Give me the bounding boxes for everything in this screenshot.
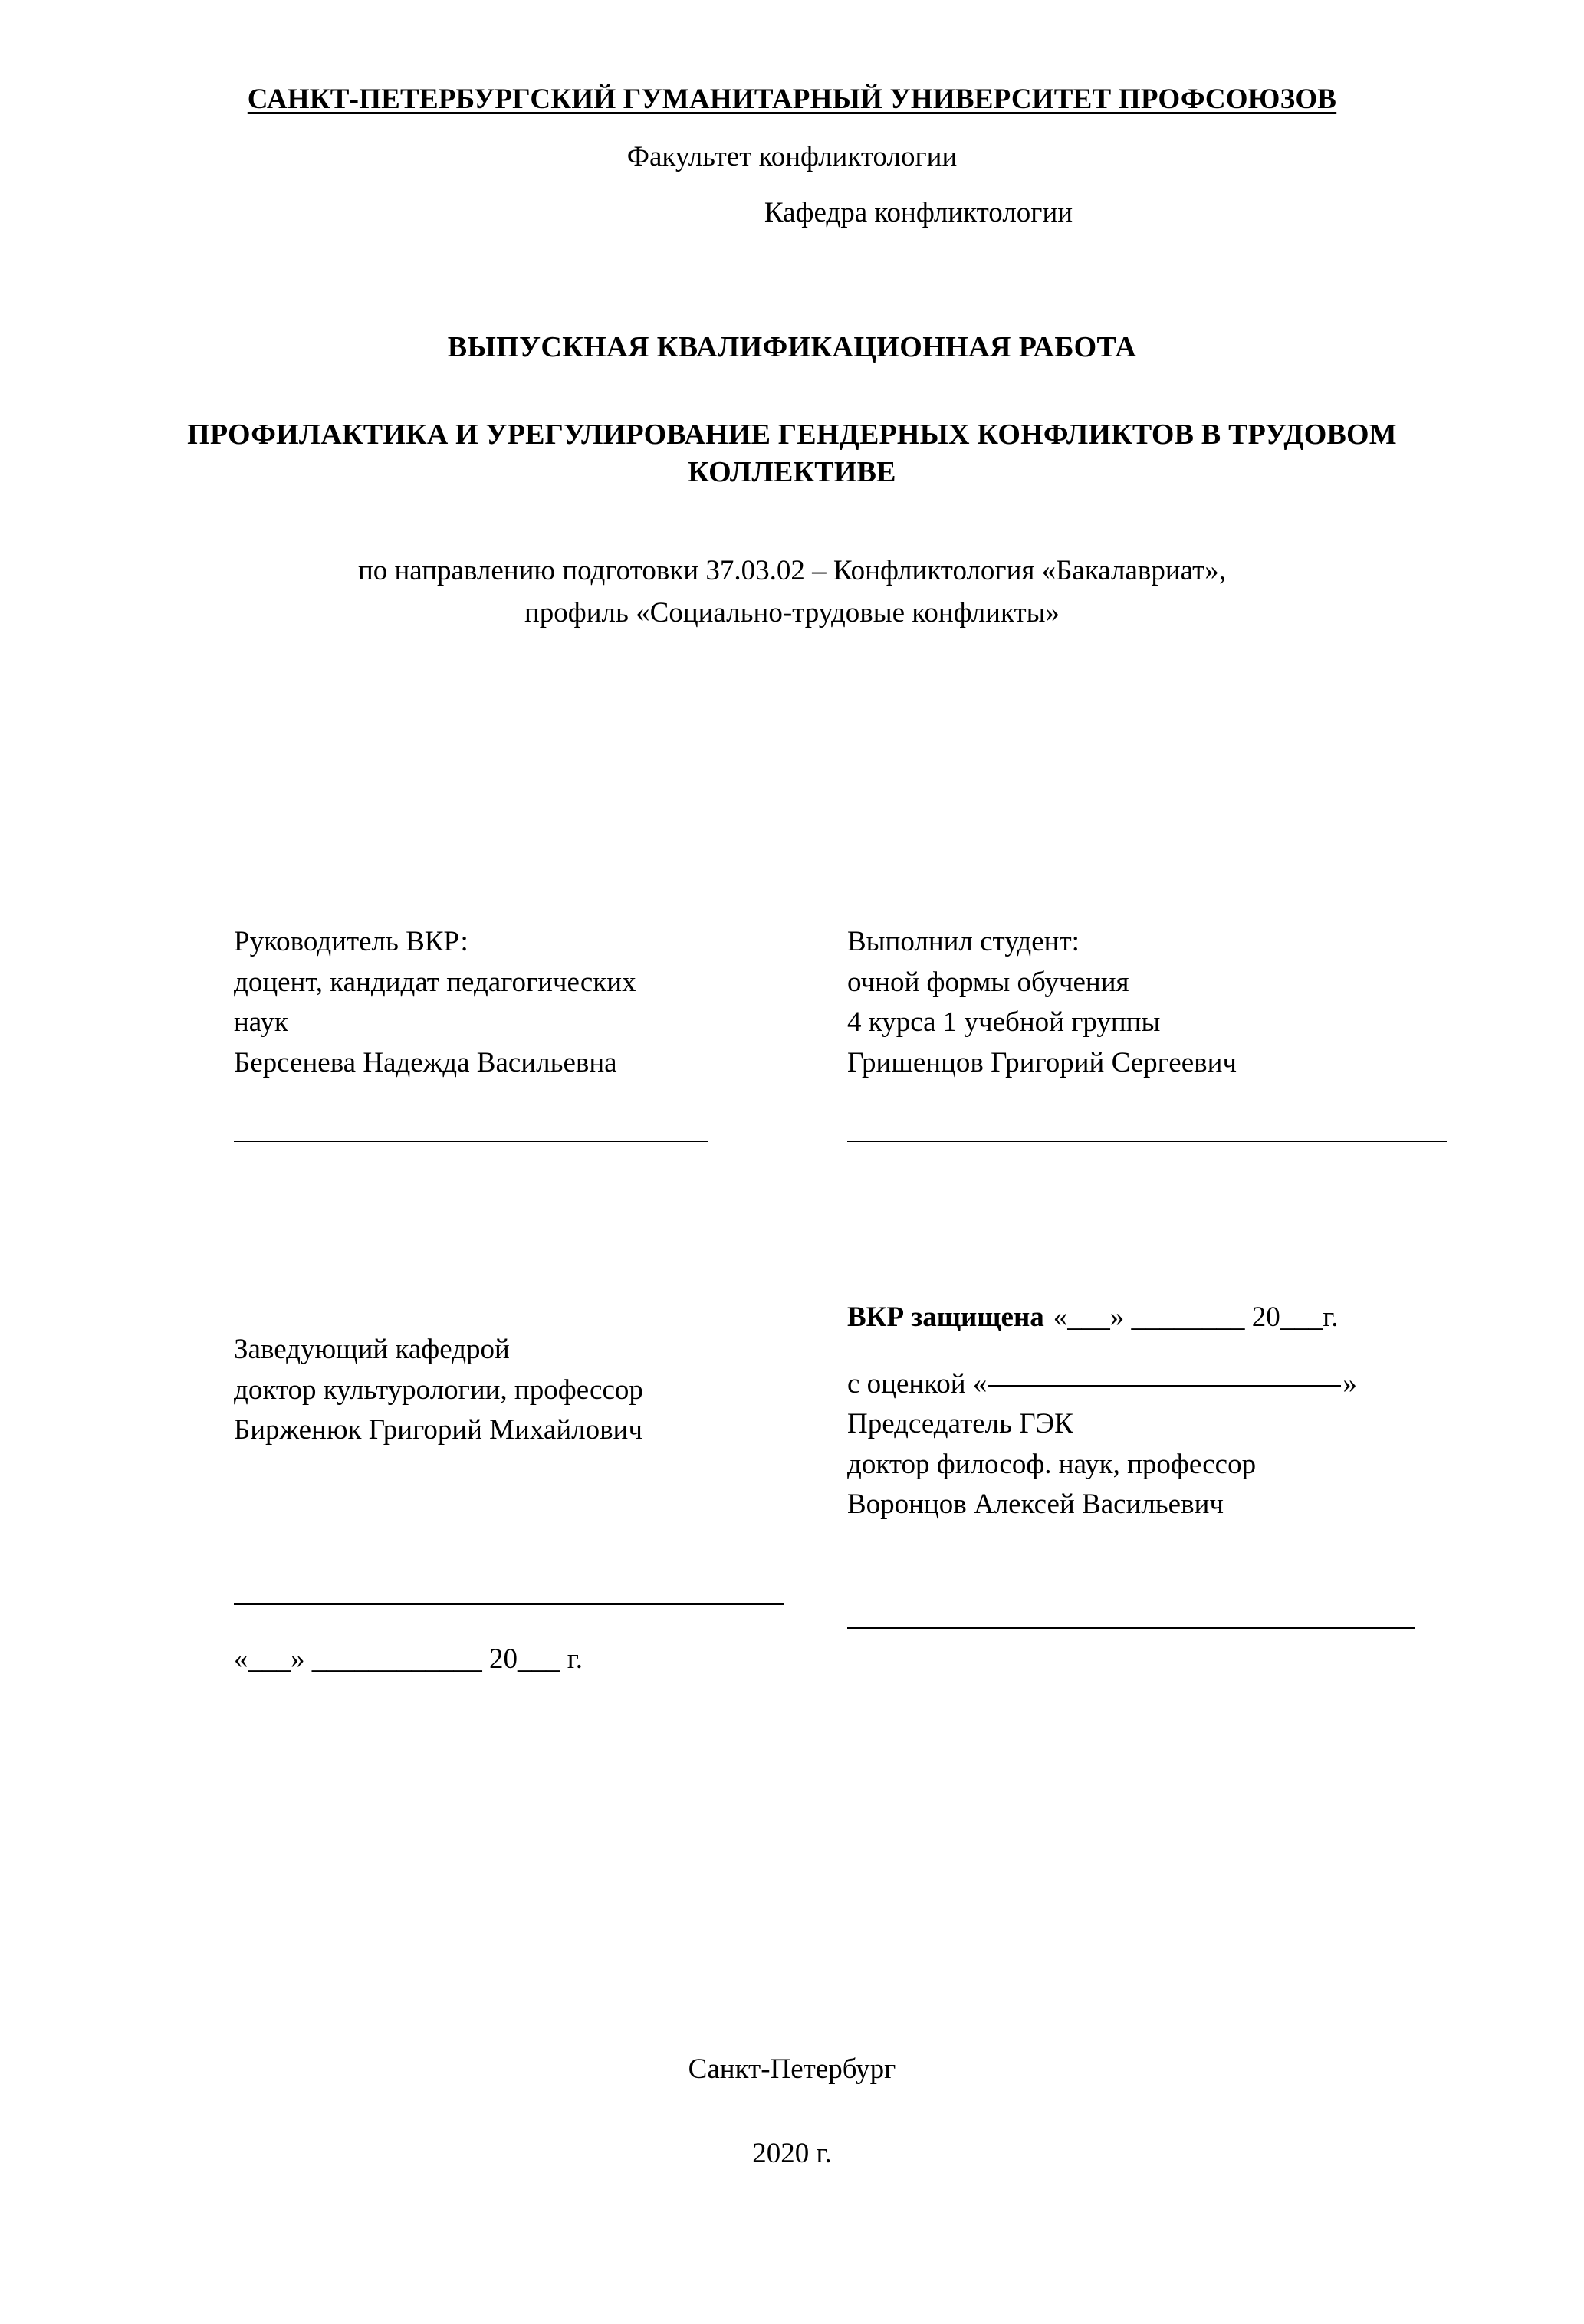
- head-of-department-label: Заведующий кафедрой: [234, 1334, 510, 1365]
- spacer: [234, 1083, 847, 1132]
- student-label: Выполнил студент:: [847, 926, 1080, 957]
- spacer: [234, 1298, 847, 1330]
- chair-position: доктор философ. наук, профессор: [847, 1448, 1257, 1480]
- chair-label: Председатель ГЭК: [847, 1408, 1073, 1440]
- head-of-department-signature-line: [234, 1595, 847, 1609]
- faculty-name: Факультет конфликтологии: [626, 141, 958, 172]
- university-name: САНКТ-ПЕТЕРБУРГСКИЙ ГУМАНИТАРНЫЙ УНИВЕРСИТЕТ ПРОФСОЮЗОВ: [247, 84, 1337, 115]
- defense-label: ВКР защищена: [847, 1302, 1044, 1333]
- head-of-department-name: Бирженюк Григорий Михайлович: [234, 1414, 642, 1446]
- grade-label: с оценкой «: [847, 1367, 988, 1400]
- year: 2020 г.: [752, 2138, 832, 2169]
- spacer: [847, 1083, 1584, 1132]
- student-name: Гришенцов Григорий Сергеевич: [847, 1046, 1237, 1078]
- spacer: [847, 1525, 1584, 1619]
- head-of-department-date: «___» ____________ 20___ г.: [234, 1643, 583, 1675]
- student-group: 4 курса 1 учебной группы: [847, 1006, 1161, 1039]
- student-form: очной формы обучения: [847, 966, 1129, 998]
- direction-line-2: профиль «Социально-трудовые конфликты»: [524, 596, 1060, 629]
- grade-close-quote: »: [1342, 1367, 1357, 1400]
- defense-column: [847, 1298, 1584, 1679]
- supervisor-student-block: [0, 922, 1584, 1146]
- spacer: [847, 1338, 1584, 1364]
- supervisor-name: Берсенева Надежда Васильевна: [234, 1046, 617, 1078]
- work-title: ПРОФИЛАКТИКА И УРЕГУЛИРОВАНИЕ ГЕНДЕРНЫХ КОНФЛИКТОВ В ТРУДОВОМ КОЛЛЕКТИВЕ: [187, 419, 1397, 489]
- header-block: [0, 83, 1584, 116]
- document-type: ВЫПУСКНАЯ КВАЛИФИКАЦИОННАЯ РАБОТА: [447, 331, 1137, 363]
- defense-date-row: [847, 1298, 1584, 1338]
- city: Санкт-Петербург: [688, 2053, 896, 2085]
- chair-name: Воронцов Алексей Васильевич: [847, 1489, 1224, 1521]
- department-name: Кафедра конфликтологии: [764, 197, 1073, 228]
- student-column: [847, 922, 1584, 1146]
- defense-date: «___» ________ 20___г.: [1053, 1302, 1339, 1333]
- direction-block: [0, 550, 1584, 635]
- direction-line-1: по направлению подготовки 37.03.02 – Конфликтология «Бакалавриат»,: [357, 554, 1227, 586]
- supervisor-position-line-1: доцент, кандидат педагогических: [234, 966, 636, 998]
- title-page: [0, 83, 1584, 2324]
- head-of-department-position: доктор культурологии, профессор: [234, 1374, 643, 1406]
- supervisor-label: Руководитель ВКР:: [234, 926, 468, 957]
- supervisor-column: [234, 922, 847, 1146]
- head-of-department-column: [234, 1298, 847, 1679]
- chair-signature-line: [847, 1619, 1584, 1633]
- head-defense-block: [0, 1298, 1584, 1679]
- spacer: [234, 1451, 847, 1595]
- grade-row: [847, 1364, 1584, 1405]
- supervisor-position-line-2: наук: [234, 1006, 288, 1039]
- spacer: [234, 1609, 847, 1640]
- student-signature-line: [847, 1132, 1584, 1146]
- supervisor-signature-line: [234, 1132, 847, 1146]
